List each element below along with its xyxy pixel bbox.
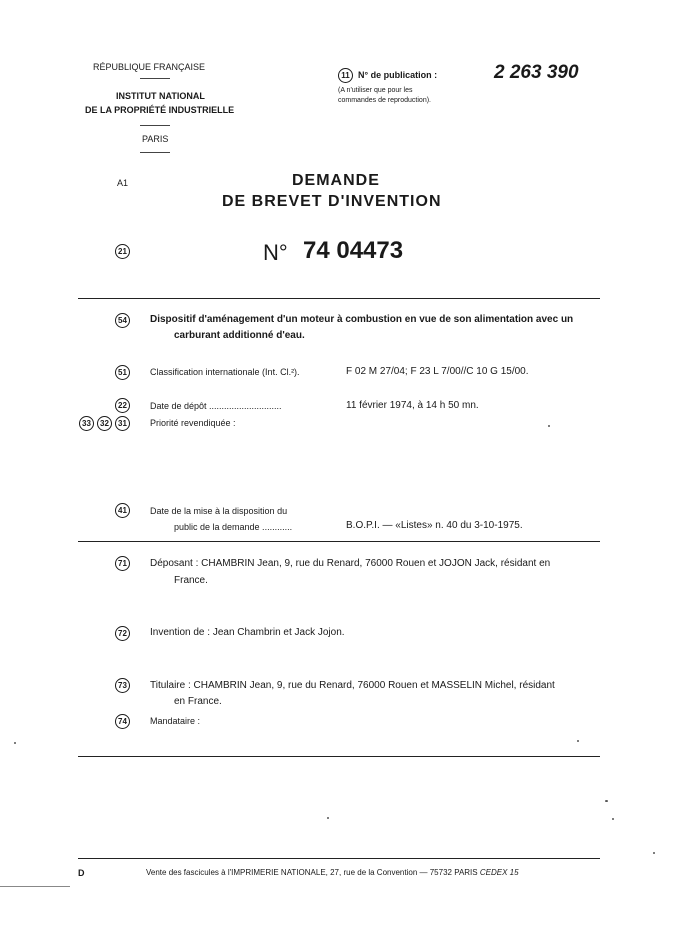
publication-note-2: commandes de reproduction). (338, 97, 431, 104)
application-number-prefix: N° (263, 240, 288, 265)
divider (140, 152, 170, 153)
disclosure-value: B.O.P.I. — «Listes» n. 40 du 3-10-1975. (346, 520, 523, 531)
scan-speck (605, 800, 608, 802)
inid-code-72: 72 (115, 626, 130, 641)
invention-title-line-2: carburant additionné d'eau. (174, 330, 305, 341)
institute-line-1: INSTITUT NATIONAL (116, 91, 205, 101)
priority-label: Priorité revendiquée : (150, 418, 236, 428)
applicant-line-2: France. (174, 575, 208, 586)
inid-code-32: 32 (97, 416, 112, 431)
publication-number: 2 263 390 (494, 62, 579, 83)
inventor-line: Invention de : Jean Chambrin et Jack Jojon. (150, 627, 345, 638)
publication-label: N° de publication : (358, 70, 438, 80)
section-divider (78, 756, 600, 757)
holder-line-2: en France. (174, 696, 222, 707)
publication-note-1: (A n'utiliser que pour les (338, 87, 413, 94)
divider (140, 125, 170, 126)
footer-divider (78, 858, 600, 859)
inid-code-11: 11 (338, 68, 353, 83)
applicant-line-1: Déposant : CHAMBRIN Jean, 9, rue du Renard, 76000 Rouen et JOJON Jack, résidant en (150, 558, 551, 569)
title-line-2: DE BREVET D'INVENTION (222, 193, 442, 210)
disclosure-label-1: Date de la mise à la disposition du (150, 506, 288, 516)
footer-text-cedex: CEDEX 15 (479, 868, 519, 877)
inid-code-33: 33 (79, 416, 94, 431)
divider (140, 78, 170, 79)
scan-speck (548, 425, 550, 427)
classification-value: F 02 M 27/04; F 23 L 7/00//C 10 G 15/00. (346, 366, 529, 377)
document-kind: A1 (117, 178, 129, 188)
filing-date-value: 11 février 1974, à 14 h 50 mn. (346, 400, 479, 411)
inid-code-74: 74 (115, 714, 130, 729)
filing-date-label: Date de dépôt ............................. (150, 401, 282, 411)
inid-code-51: 51 (115, 365, 130, 380)
classification-label: Classification internationale (Int. Cl.²). (150, 367, 300, 377)
city-name: PARIS (142, 134, 169, 144)
country-name: RÉPUBLIQUE FRANÇAISE (93, 62, 206, 72)
agent-label: Mandataire : (150, 716, 201, 726)
application-number: 74 04473 (303, 237, 404, 264)
section-divider (78, 541, 600, 542)
scan-speck (612, 818, 614, 820)
inid-code-22: 22 (115, 398, 130, 413)
title-line-1: DEMANDE (292, 172, 380, 189)
footer-letter: D (78, 868, 85, 878)
disclosure-label-2: public de la demande ............ (174, 522, 293, 532)
institute-line-2: DE LA PROPRIÉTÉ INDUSTRIELLE (85, 105, 235, 115)
inid-code-41: 41 (115, 503, 130, 518)
holder-line-1: Titulaire : CHAMBRIN Jean, 9, rue du Renard, 76000 Rouen et MASSELIN Michel, résidant (150, 680, 555, 691)
scan-speck (577, 740, 579, 742)
scan-speck (327, 817, 329, 819)
section-divider (78, 298, 600, 299)
scan-speck (14, 742, 16, 744)
inid-code-71: 71 (115, 556, 130, 571)
inid-code-54: 54 (115, 313, 130, 328)
invention-title-line-1: Dispositif d'aménagement d'un moteur à combustion en vue de son alimentation avec un (150, 314, 574, 325)
footer-text (146, 868, 519, 877)
inid-code-21: 21 (115, 244, 130, 259)
footer-text-main: Vente des fascicules à l'IMPRIMERIE NATIONALE, 27, rue de la Convention — 75732 PARIS (146, 868, 480, 877)
inid-code-73: 73 (115, 678, 130, 693)
scan-speck (653, 852, 655, 854)
scan-mark (0, 886, 70, 887)
inid-code-31: 31 (115, 416, 130, 431)
